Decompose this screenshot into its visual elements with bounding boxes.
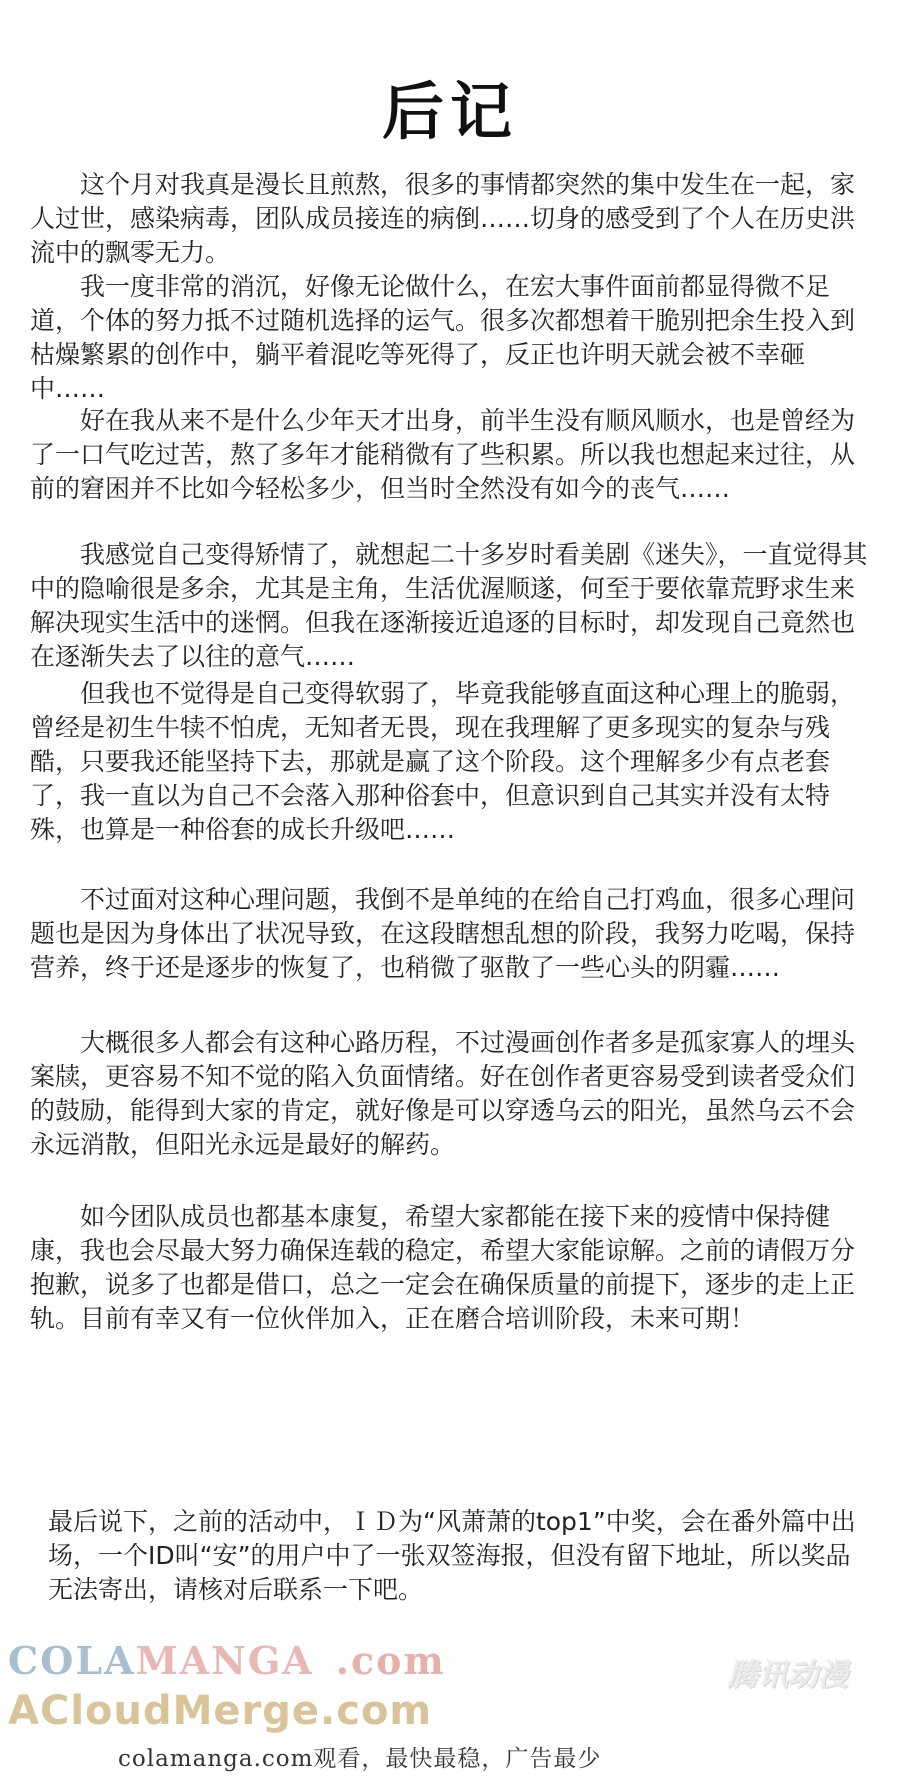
- watermark-manga-text: MANGA: [135, 1638, 314, 1683]
- watermark-cola-text: COLA: [8, 1638, 136, 1683]
- colamanga-watermark: [8, 1638, 446, 1683]
- tencent-comic-logo: 腾讯动漫: [728, 1658, 848, 1693]
- body-paragraph-1: 这个月对我真是漫长且煎熬，很多的事情都突然的集中发生在一起，家人过世，感染病毒，团队成员接连的病倒……切身的感受到了个人在历史洪流中的飘零无力。: [30, 170, 856, 267]
- body-paragraph-5: 但我也不觉得是自己变得软弱了，毕竟我能够直面这种心理上的脆弱，曾经是初生牛犊不怕虎，无知者无畏，现在我理解了更多现实的复杂与残酷，只要我还能坚持下去，那就是赢了这个阶段。这个理解多少有点老套了，我一直以为自己不会落入那种俗套中，但意识到自己其实并没有太特殊，也算是一种俗套的成长升级吧……: [30, 679, 856, 844]
- closing-note-paragraph: 最后说下，之前的活动中，ＩＤ为“风萧萧的top1”中奖，会在番外篇中出场，一个ID叫“安”的用户中了一张双签海报，但没有留下地址，所以奖品无法寄出，请核对后联系一下吧。: [48, 1507, 856, 1604]
- body-paragraph-7: 大概很多人都会有这种心路历程，不过漫画创作者多是孤家寡人的埋头案牍，更容易不知不觉的陷入负面情绪。好在创作者更容易受到读者受众们的鼓励，能得到大家的肯定，就好像是可以穿透乌云的阳光，虽然乌云不会永远消散，但阳光永远是最好的解药。: [30, 1028, 856, 1159]
- acloudmerge-watermark: ACloudMerge.com: [8, 1688, 433, 1734]
- watermark-dotcom-text: .com: [335, 1638, 446, 1683]
- body-paragraph-6: 不过面对这种心理问题，我倒不是单纯的在给自己打鸡血，很多心理问题也是因为身体出了状况导致，在这段瞎想乱想的阶段，我努力吃喝，保持营养，终于还是逐步的恢复了，也稍微了驱散了一些心头的阴霾……: [30, 885, 856, 982]
- page-title: 后记: [381, 75, 518, 148]
- body-paragraph-4: 我感觉自己变得矫情了，就想起二十多岁时看美剧《迷失》，一直觉得其中的隐喻很是多余，尤其是主角，生活优渥顺遂，何至于要依靠荒野求生来解决现实生活中的迷惘。但我在逐渐接近追逐的目标时，却发现自己竟然也在逐渐失去了以往的意气……: [30, 540, 868, 671]
- footer-caption: colamanga.com观看，最快最稳，广告最少: [118, 1746, 602, 1772]
- body-paragraph-8: 如今团队成员也都基本康复，希望大家都能在接下来的疫情中保持健康，我也会尽最大努力确保连载的稳定，希望大家能谅解。之前的请假万分抱歉，说多了也都是借口，总之一定会在确保质量的前提下，逐步的走上正轨。目前有幸又有一位伙伴加入，正在磨合培训阶段，未来可期！: [30, 1202, 856, 1333]
- body-paragraph-2: 我一度非常的消沉，好像无论做什么，在宏大事件面前都显得微不足道，个体的努力抵不过随机选择的运气。很多次都想着干脆别把余生投入到枯燥繁累的创作中，躺平着混吃等死得了，反正也许明天就会被不幸砸中……: [30, 272, 856, 403]
- body-paragraph-3: 好在我从来不是什么少年天才出身，前半生没有顺风顺水，也是曾经为了一口气吃过苦，熬了多年才能稍微有了些积累。所以我也想起来过往，从前的窘困并不比如今轻松多少，但当时全然没有如今的丧气……: [30, 406, 856, 503]
